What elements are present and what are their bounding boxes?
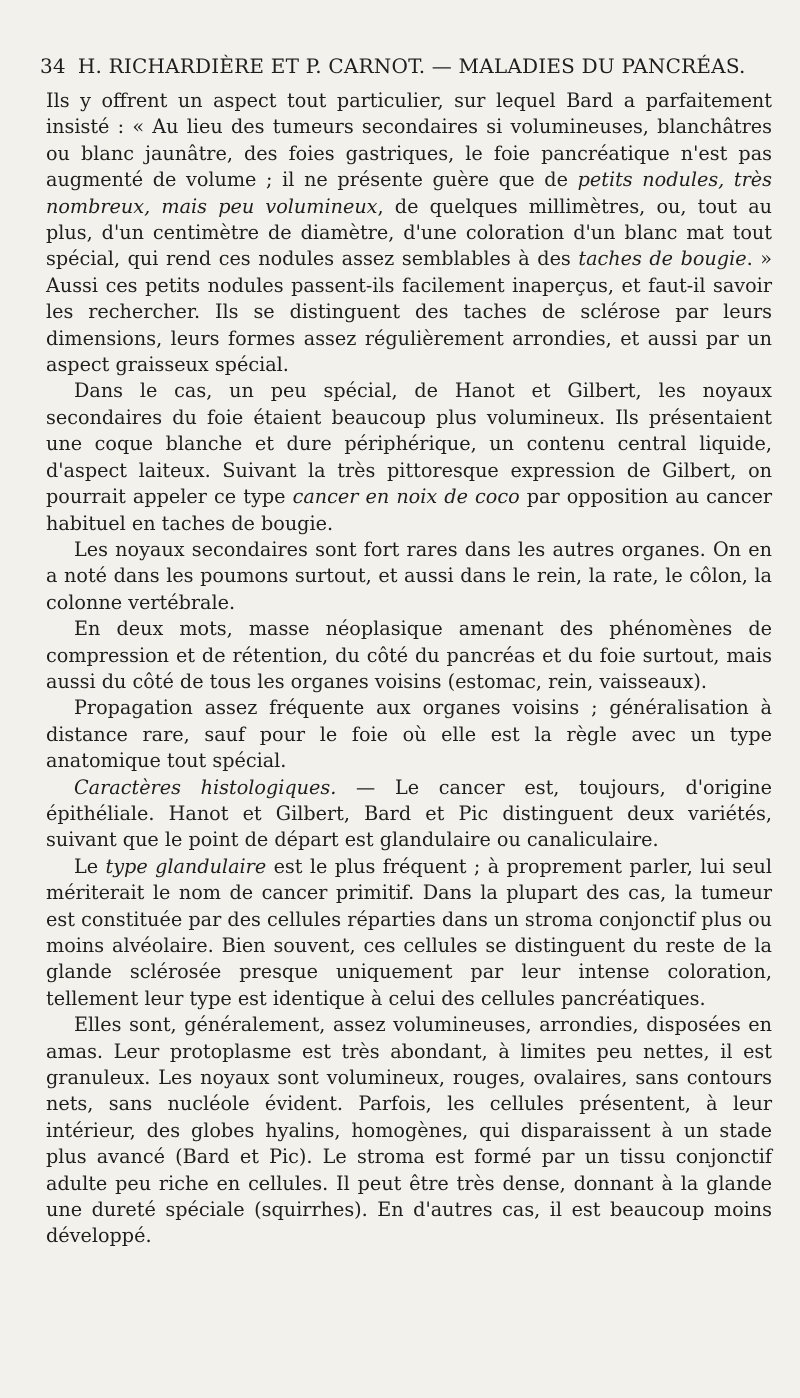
text-run: par opposition au cancer habituel en taches de bougie.: [46, 485, 772, 535]
text-run: Le: [74, 854, 106, 878]
text-run: Elles sont, généralement, assez volumineuses, arrondies, disposées en amas. Leur protoplasme est très abondant, à limites peu nettes, il est granuleux. Les noyaux sont volumineux, rouges, ovalaires, sans contours nets, sans nucléole évident. Parfois, les cellules présentent, à leur intérieur, des globes hyalins, homogènes, qui disparaissent à un stade plus avancé (Bard et Pic). Le stroma est formé par un tissu conjonctif adulte peu riche en cellules. Il peut être très dense, donnant à la glande une dureté spéciale (squirrhes). En d'autres cas, il est beaucoup moins développé.: [46, 1013, 772, 1248]
italic-run: petits nodules, très nombreux, mais peu volumineux: [46, 168, 772, 218]
italic-run: cancer en noix de coco: [292, 485, 520, 509]
paragraph-3: [46, 537, 772, 616]
page-number: 34: [40, 54, 66, 78]
section-heading: Caractères histologiques.: [74, 775, 337, 799]
text-run: Dans le cas, un peu spécial, de Hanot et Gilbert, les noyaux secondaires du foie étaient beaucoup plus volumineux. Ils présentaient une coque blanche et dure périphérique, un contenu central liquide, d'aspect laiteux. Suivant la très pittoresque expression de Gilbert, on pourrait appeler ce type: [46, 379, 772, 509]
paragraph-5: [46, 695, 772, 774]
paragraph-7: [46, 854, 772, 1012]
paragraph-6: [46, 775, 772, 854]
paragraph-1: [46, 88, 772, 378]
italic-run: type glandulaire: [105, 854, 267, 878]
text-run: Propagation assez fréquente aux organes voisins ; généralisation à distance rare, sauf pour le foie où elle est la règle avec un type anatomique tout spécial.: [46, 696, 772, 773]
text-run: Les noyaux secondaires sont fort rares dans les autres organes. On en a noté dans les poumons surtout, et aussi dans le rein, la rate, le côlon, la colonne vertébrale.: [46, 537, 772, 614]
paragraph-2: [46, 378, 772, 536]
text-run: . » Aussi ces petits nodules passent-ils facilement inaperçus, et faut-il savoir les rechercher. Ils se distinguent des taches de sclérose par leurs dimensions, leurs formes assez régulièrement arrondies, et aussi par un aspect graisseux spécial.: [46, 247, 772, 377]
text-run: En deux mots, masse néoplasique amenant des phénomènes de compression et de rétention, du côté du pancréas et du foie surtout, mais aussi du côté de tous les organes voisins (estomac, rein, vaisseaux).: [46, 617, 772, 693]
italic-run: taches de bougie: [578, 247, 747, 271]
paragraph-4: [46, 616, 772, 695]
running-title: H. RICHARDIÈRE ET P. CARNOT. — MALADIES DU PANCRÉAS.: [77, 54, 746, 78]
text-run: Ils y offrent un aspect tout particulier, sur lequel Bard a parfaitement insisté : « Au lieu des tumeurs secondaires si volumineuses, blanchâtres ou blanc jaunâtre, des foies gastriques, le foie pancréatique n'est pas augmenté de volume ; il ne présente guère que de: [46, 89, 772, 192]
text-run: , de quelques millimètres, ou, tout au plus, d'un centimètre de diamètre, d'une coloration d'un blanc mat tout spécial, qui rend ces nodules assez semblables à des: [46, 194, 772, 271]
running-header: [40, 54, 780, 78]
paragraph-8: [46, 1012, 772, 1250]
text-run: est le plus fréquent ; à proprement parler, lui seul mériterait le nom de cancer primitif. Dans la plupart des cas, la tumeur est constituée par des cellules réparties dans un stroma conjonctif plus ou moins alvéolaire. Bien souvent, ces cellules se distinguent du reste de la glande sclérosée presque uniquement par leur intense coloration, tellement leur type est identique à celui des cellules pancréatiques.: [46, 854, 773, 1010]
body-text: [46, 88, 772, 1250]
text-run: — Le cancer est, toujours, d'origine épithéliale. Hanot et Gilbert, Bard et Pic distinguent deux variétés, suivant que le point de départ est glandulaire ou canaliculaire.: [46, 775, 772, 852]
